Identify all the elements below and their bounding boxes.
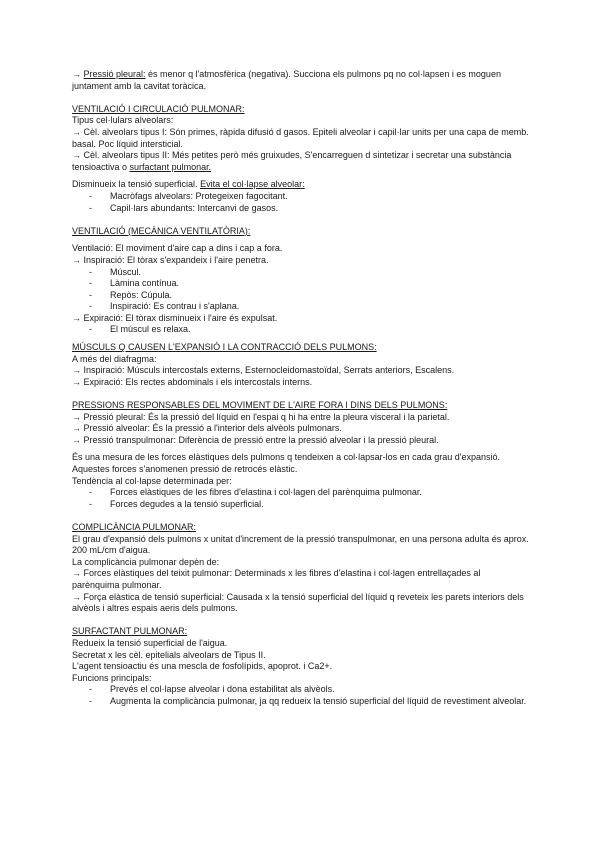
bullet-dash: - [89, 301, 92, 312]
bullet-dash: - [89, 278, 92, 289]
list-item-text: Làmina contínua. [110, 278, 180, 289]
text-line [72, 179, 530, 191]
term-pleural-pressure: Pressió pleural: [83, 69, 146, 79]
text-line: Funcions principals: [72, 672, 152, 683]
list-item-text: Forces elàstiques de les fibres d'elastina i col·lagen del parènquima pulmonar. [110, 487, 422, 498]
intro-text: és menor q l'atmosfèrica (negativa). Succiona els pulmons pq no col·lapsen i es moguen juntament amb la cavitat toràcica. [72, 69, 501, 91]
list-item [72, 324, 530, 336]
list-item-text: Prevés el col·lapse alveolar i dona estabilitat als alvèols. [110, 684, 335, 695]
text-line: → Cèl. alveolars tipus I: Són primes, ràpida difusió d gasos. Epiteli alveolar i capil·lar units per una capa de memb. basal. Poc líquid intersticial. [72, 126, 529, 149]
term-surfactant: surfactant pulmonar. [129, 161, 212, 172]
list-item-text: Macròfags alveolars: Protegeixen fagocitant. [110, 190, 288, 201]
bullet-dash: - [89, 266, 92, 277]
text-line: La complicància pulmonar depèn de: [72, 556, 220, 567]
text-line: Redueix la tensió superficial de l'aigua. [72, 637, 228, 648]
text-line: → Pressió pleural: És la pressió del líquid en l'espai q hi ha entre la pleura visceral i la parietal. [72, 411, 450, 422]
text-span: → Cèl. alveolars tipus II: Més petites però més gruixudes, S'encarreguen d sintetizar i secretar una substància tensioactiva o [72, 150, 512, 172]
section-heading-ventilation-circulation: VENTILACIÓ I CIRCULACIÓ PULMONAR: [72, 103, 245, 114]
text-line: L'agent tensioactiu és una mescla de fosfolípids, apoprot. i Ca2+. [72, 661, 333, 672]
term-alveolar-collapse: Evita el col·lapse alveolar: [200, 179, 305, 190]
bullet-dash: - [89, 202, 92, 213]
section-heading-compliance: COMPLICÀNCIA PULMONAR: [72, 521, 197, 532]
list-item [72, 684, 530, 696]
list-item-text: Augmenta la complicància pulmonar, ja qq redueix la tensió superficial del líquid de revestiment alveolar. [110, 695, 527, 706]
text-line: → Pressió transpulmonar: Diferència de pressió entre la pressió alveolar i la pressió pleural. [72, 434, 439, 445]
arrow: → [72, 69, 84, 79]
intro-paragraph [72, 69, 530, 92]
list-item [72, 487, 530, 499]
text-line: Ventilació: El moviment d'aire cap a dins i cap a fora. [72, 243, 283, 254]
text-line [72, 150, 530, 173]
text-line: → Forces elàstiques del teixit pulmonar: Determinads x les fibres d'elastina i col·lagen entrellaçades al parènquima pulmonar. [72, 568, 481, 590]
text-line: A més del diafragma: [72, 353, 157, 364]
bullet-dash: - [89, 324, 92, 335]
text-line: → Pressió alveolar: És la pressió a l'interior dels alvèols pulmonars. [72, 423, 342, 434]
text-line: → Inspiració: Músculs intercostals externs, Esternocleidomastoïdal, Serrats anteriors, Escalens. [72, 365, 455, 376]
list-item [72, 499, 530, 511]
list-item [72, 278, 530, 290]
text-span: Disminueix la tensió superficial. [72, 179, 201, 190]
text-line: → Inspiració: El tòrax s'expandeix i l'aire penetra. [72, 254, 269, 265]
bullet-dash: - [89, 684, 92, 695]
section-heading-pressures: PRESSIONS RESPONSABLES DEL MOVIMENT DE L'AIRE FORA I DINS DELS PULMONS: [72, 400, 448, 411]
bullet-dash: - [89, 487, 92, 498]
text-line: Tendència al col·lapse determinada per: [72, 475, 232, 486]
bullet-dash: - [89, 695, 92, 706]
list-item [72, 203, 530, 215]
list-item [72, 301, 530, 313]
text-line: És una mesura de les forces elàstiques dels pulmons q tendeixen a col·lapsar-los en cada grau d'expansió. [72, 452, 500, 463]
list-item-text: Repòs: Cúpula. [110, 289, 173, 300]
bullet-dash: - [89, 190, 92, 201]
bullet-dash: - [89, 289, 92, 300]
bullet-dash: - [89, 498, 92, 509]
list-item-text: Múscul. [110, 266, 142, 277]
list-item-text: El múscul es relaxa. [110, 324, 191, 335]
text-line: → Expiració: Els rectes abdominals i els intercostals interns. [72, 376, 313, 387]
text-line: Aquestes forces s'anomenen pressió de retrocés elàstic. [72, 464, 298, 474]
list-item [72, 267, 530, 279]
section-heading-muscles: MÚSCULS Q CAUSEN L'EXPANSIÓ I LA CONTRACCIÓ DELS PULMONS: [72, 342, 377, 353]
section-heading-surfactant: SURFACTANT PULMONAR: [72, 626, 188, 637]
list-item-text: Inspiració: Es contrau i s'aplana. [110, 301, 240, 312]
text-line: Secretat x les cèl. epitelials alveolars de Tipus II. [72, 649, 266, 660]
list-item [72, 191, 530, 203]
text-line: → Expiració: El tòrax disminueix i l'aire és expulsat. [72, 312, 278, 323]
list-item-text: Capil·lars abundants: Intercanvi de gasos. [110, 202, 279, 213]
section-heading-ventilation-mechanics: VENTILACIÓ (MECÀNICA VENTILATÒRIA): [72, 225, 251, 236]
list-item-text: Forces degudes a la tensió superficial. [110, 498, 264, 509]
text-line: → Força elàstica de tensió superficial: Causada x la tensió superficial del líquid q reveteix les parets interiors dels alvèols i altres espais aeris dels pulmons. [72, 591, 524, 614]
text-line: El grau d'expansió dels pulmons x unitat d'increment de la pressió transpulmonar, en una persona adulta és aprox. 200 mL/cm d'aigua. [72, 533, 529, 556]
list-item [72, 290, 530, 302]
list-item [72, 696, 530, 708]
text-line: Tipus cel·lulars alveolars: [72, 115, 174, 126]
